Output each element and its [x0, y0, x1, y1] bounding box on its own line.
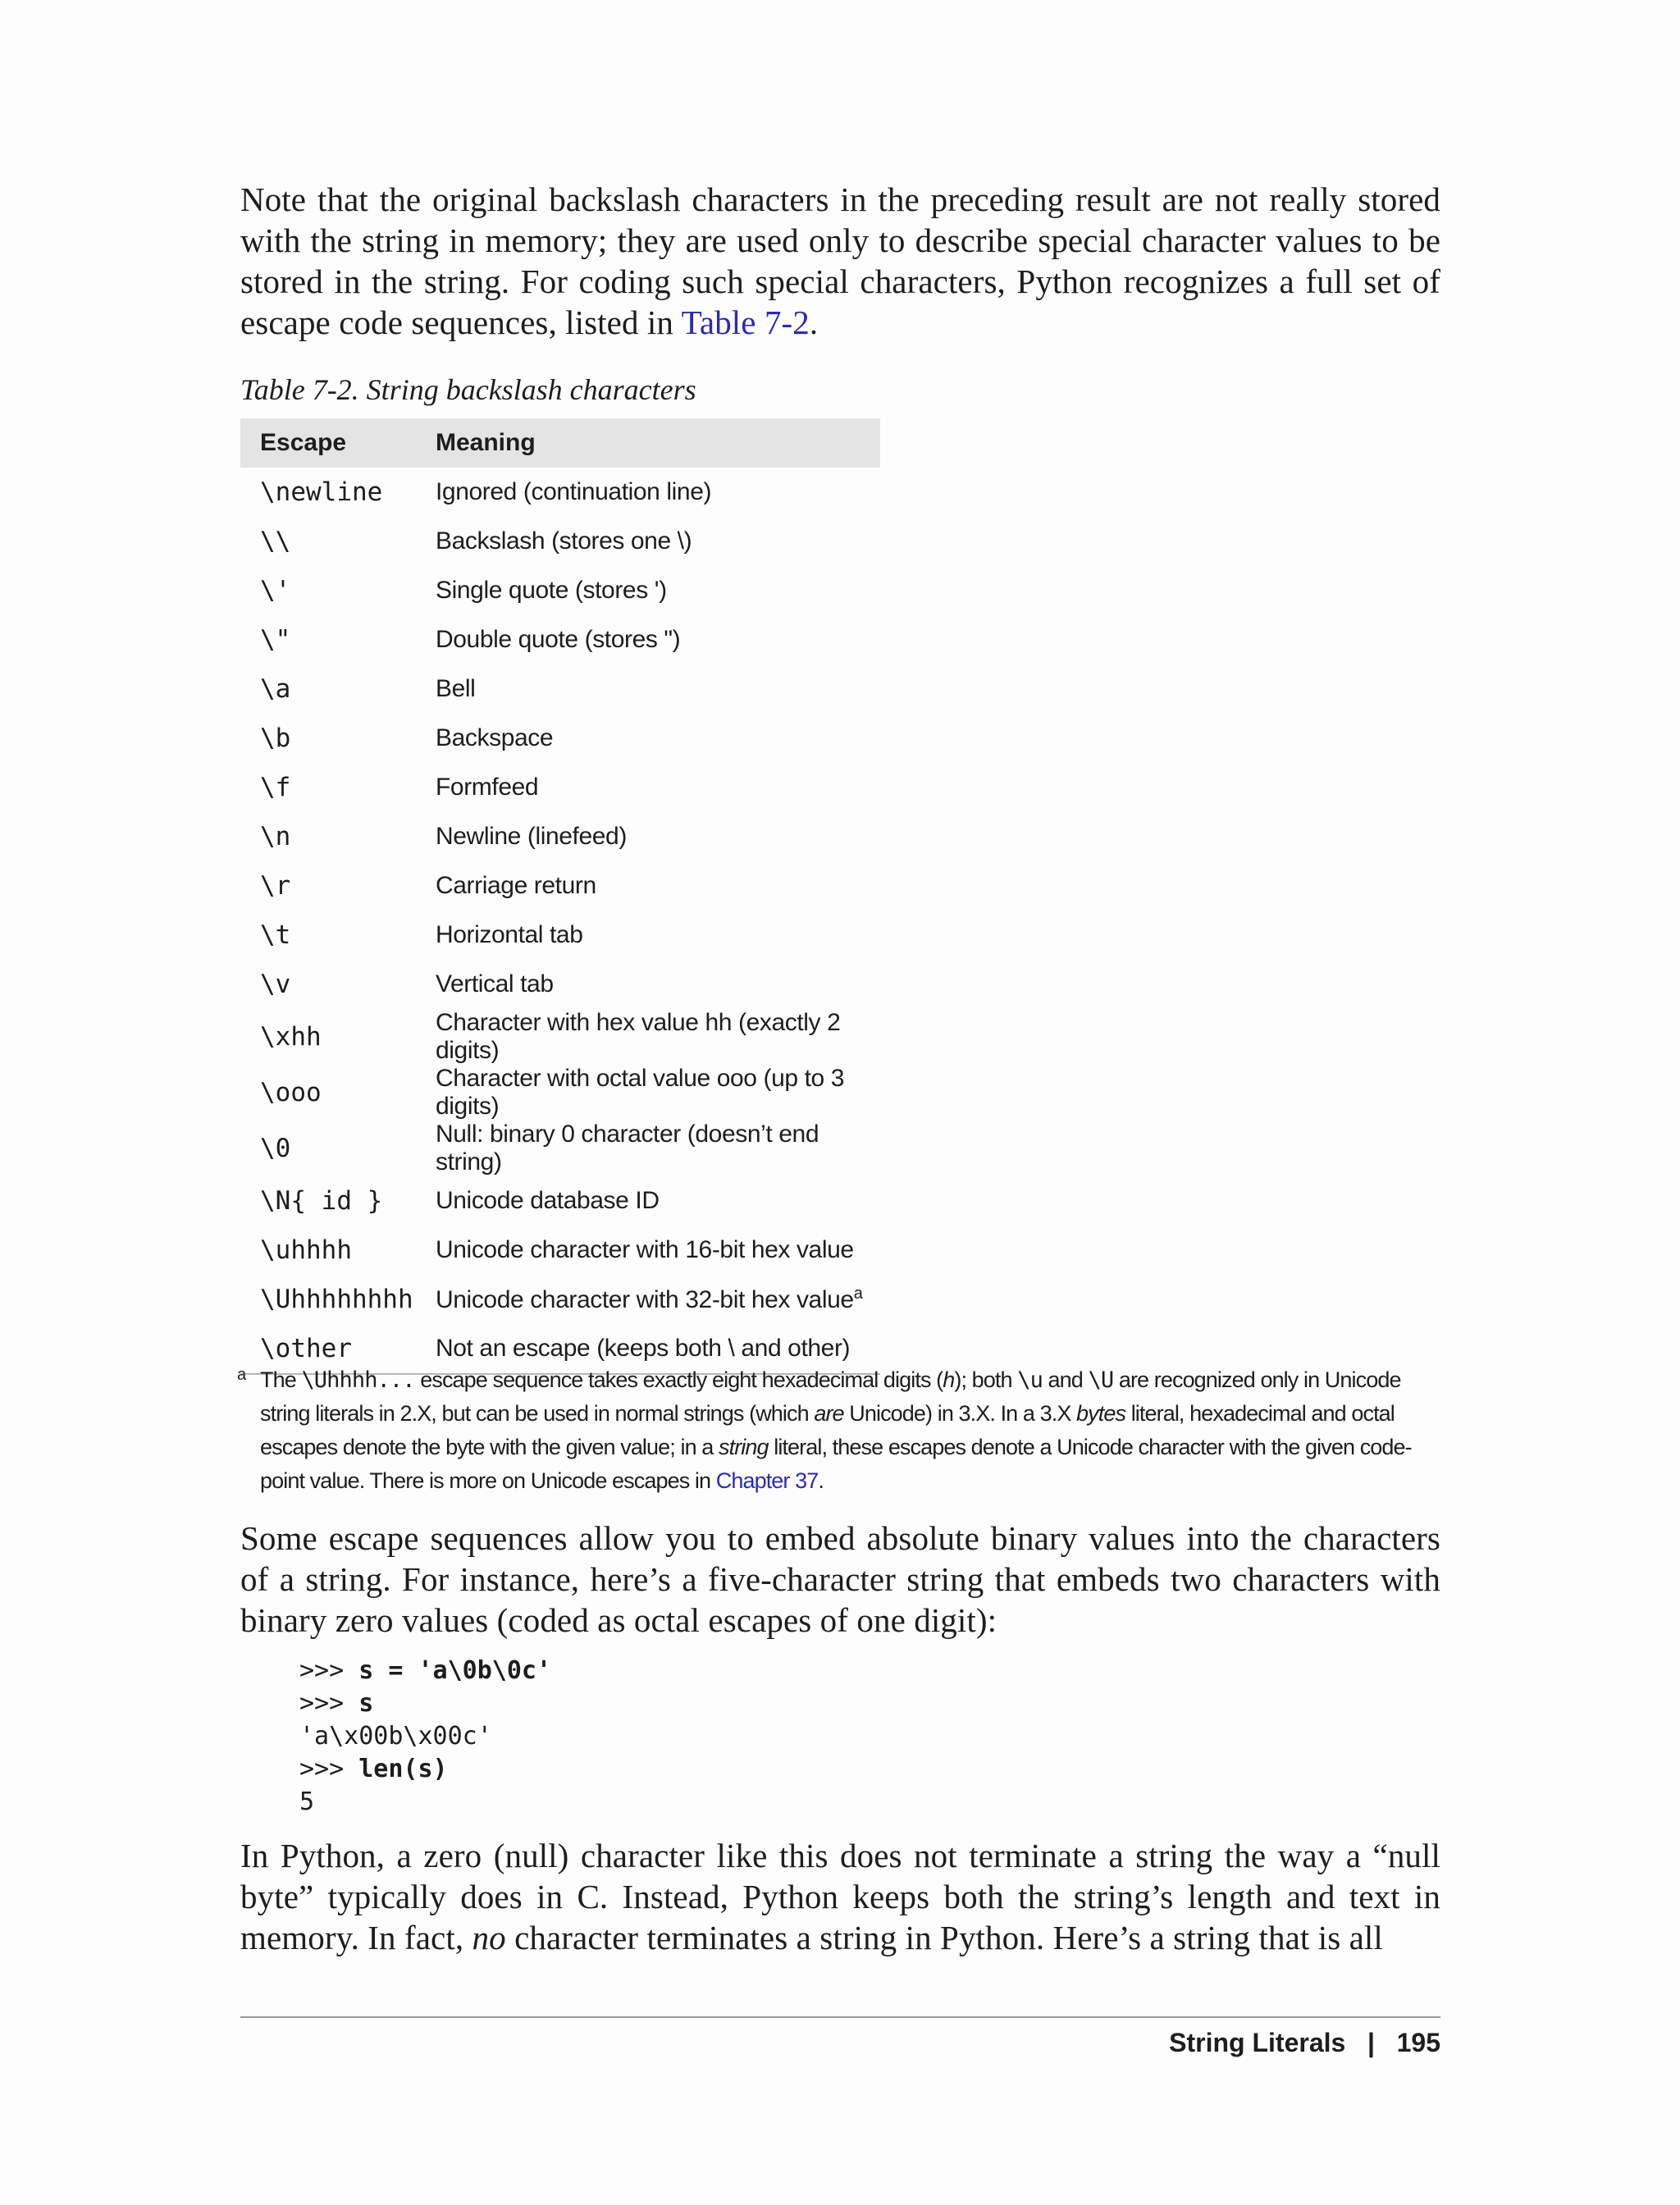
- meaning-text: Backslash (stores one \): [436, 527, 692, 555]
- escape-code: \Uhhhhhhhh: [260, 1285, 413, 1314]
- footnote-code: \Uhhhh...: [301, 1367, 415, 1393]
- footer-divider: [240, 2016, 1440, 2018]
- null-char-paragraph: [240, 1835, 1440, 1958]
- meaning-text: Vertical tab: [436, 970, 554, 998]
- footnote-italic: h: [943, 1367, 955, 1392]
- footer-separator: |: [1367, 2028, 1375, 2057]
- code-example: [299, 1655, 551, 1819]
- meaning-text: Carriage return: [436, 872, 596, 899]
- escape-meaning: [436, 517, 880, 566]
- meaning-text: Unicode character with 16-bit hex value: [436, 1236, 854, 1263]
- table-row: [240, 1275, 880, 1324]
- escape-meaning: [436, 1065, 880, 1121]
- meaning-text: Character with octal value ooo (up to 3 digits): [436, 1065, 845, 1120]
- escape-code: \t: [260, 920, 291, 950]
- escape-meaning: [436, 1275, 880, 1324]
- footnote-italic: string: [719, 1435, 769, 1459]
- escape-meaning: [436, 615, 880, 664]
- paragraph-text: character terminates a string in Python. Here’s a string that is all: [505, 1919, 1383, 1956]
- chapter-37-link[interactable]: Chapter 37: [715, 1468, 819, 1493]
- footnote-span: escape sequence takes exactly eight hexadecimal digits (: [414, 1367, 943, 1392]
- escape-code: \newline: [260, 477, 383, 507]
- footnote-span: .: [818, 1468, 824, 1493]
- escape-code: \f: [260, 773, 291, 802]
- meaning-text: Formfeed: [436, 774, 539, 801]
- meaning-text: Ignored (continuation line): [436, 478, 712, 505]
- table-row: [240, 1226, 880, 1275]
- escape-meaning: [436, 1176, 880, 1226]
- table-row: [240, 812, 880, 861]
- table-row: [240, 714, 880, 763]
- footnote-span: The: [260, 1367, 302, 1392]
- meaning-text: Double quote (stores "): [436, 626, 681, 653]
- escape-code: \0: [260, 1134, 291, 1163]
- table-row: [240, 566, 880, 615]
- escape-meaning: [436, 1009, 880, 1065]
- meaning-text: Character with hex value hh (exactly 2 digits): [436, 1009, 841, 1064]
- footnote-span: literal, these escapes denote a Unicode character with the given code-point value. There is more on Unicode escapes in: [260, 1435, 1412, 1493]
- meaning-text: Horizontal tab: [436, 921, 583, 948]
- escape-code: \b: [260, 724, 291, 753]
- footnote-italic: bytes: [1076, 1401, 1126, 1426]
- table-body: [240, 468, 880, 1374]
- footnote-reference[interactable]: a: [853, 1285, 863, 1303]
- escape-code: \v: [260, 970, 291, 999]
- page-number: 195: [1396, 2028, 1440, 2057]
- footnote-span: literal, hexadecimal and octal escapes denote the byte with the given value; in a: [260, 1401, 1395, 1459]
- footnote-code: \u: [1017, 1367, 1043, 1393]
- code-output: 5: [299, 1787, 315, 1816]
- code-prompt: >>>: [299, 1689, 359, 1718]
- table-row: [240, 517, 880, 566]
- escape-meaning: [436, 468, 880, 517]
- table-row: [240, 1121, 880, 1176]
- escape-meaning: [436, 911, 880, 960]
- table-row: [240, 911, 880, 960]
- intro-text: Note that the original backslash characters in the preceding result are not really stored with the string in memory; they are used only to describe special character values to be stored in the string. For coding such special characters, Python recognizes a full set of escape code sequences, listed in: [240, 180, 1440, 341]
- table-row: [240, 861, 880, 911]
- meaning-text: Unicode database ID: [436, 1187, 660, 1214]
- table-row: [240, 1009, 880, 1065]
- table-row: [240, 664, 880, 714]
- code-prompt: >>>: [299, 1656, 359, 1685]
- emphasis-no: no: [472, 1919, 506, 1956]
- escape-code: \": [260, 625, 291, 655]
- escape-code: \N{ id }: [260, 1186, 383, 1216]
- table-row: [240, 615, 880, 664]
- footer-section-title: String Literals: [1169, 2028, 1346, 2057]
- footnote-span: Unicode) in 3.X. In a 3.X: [843, 1401, 1077, 1426]
- escape-code: \other: [240, 1324, 436, 1374]
- escape-code: \a: [260, 674, 291, 704]
- escape-code: \n: [260, 822, 291, 851]
- meaning-text: Backspace: [436, 724, 554, 751]
- escape-meaning: [436, 1121, 880, 1176]
- footnote-code: \U: [1088, 1367, 1114, 1393]
- code-output: 'a\x00b\x00c': [299, 1722, 492, 1751]
- paragraph-text: In Python, a zero (null) character like this does not terminate a string the way a “null byte” typically does in C. Instead, Python keeps both the string’s length and text in memory. In fact,: [240, 1837, 1440, 1956]
- table-row: [240, 1065, 880, 1121]
- escape-code: \ooo: [260, 1078, 322, 1107]
- code-input: s: [358, 1689, 374, 1718]
- code-prompt: >>>: [299, 1755, 359, 1783]
- intro-text-end: .: [809, 304, 819, 341]
- footnote-span: are recognized only in Unicode string literals in 2.X, but can be used in normal strings (which: [260, 1367, 1401, 1426]
- escape-meaning: [436, 763, 880, 812]
- table-row: [240, 763, 880, 812]
- intro-paragraph: [240, 179, 1440, 343]
- table-row: [240, 1176, 880, 1226]
- table-7-2-link[interactable]: Table 7-2: [681, 304, 810, 341]
- escape-code: \r: [260, 871, 291, 901]
- table-header-row: [240, 418, 880, 468]
- escape-meaning: [436, 714, 880, 763]
- code-input: s = 'a\0b\0c': [358, 1656, 552, 1685]
- escape-meaning: [436, 664, 880, 714]
- meaning-text: Single quote (stores '): [436, 577, 667, 604]
- escape-code: \uhhhh: [260, 1235, 352, 1265]
- meaning-text: Bell: [436, 675, 476, 702]
- escape-table: [240, 418, 880, 1375]
- footnote-italic: are: [814, 1401, 844, 1426]
- escape-meaning: [436, 861, 880, 911]
- meaning-text: Not an escape (keeps both \ and other): [436, 1335, 851, 1362]
- escape-meaning: [436, 812, 880, 861]
- footnote-marker: a: [237, 1366, 246, 1384]
- footnote-text: [260, 1363, 1440, 1498]
- code-input: len(s): [358, 1755, 448, 1783]
- footnote-span: ); both: [954, 1367, 1018, 1392]
- escape-meaning: [436, 1226, 880, 1275]
- escape-meaning: [436, 566, 880, 615]
- escape-binary-paragraph: Some escape sequences allow you to embed absolute binary values into the characters of a string. For instance, here’s a five-character string that embeds two characters with binary zero values (coded as octal escapes of one digit):: [240, 1519, 1440, 1639]
- meaning-text: Unicode character with 32-bit hex value: [436, 1286, 854, 1313]
- meaning-text: Newline (linefeed): [436, 823, 627, 850]
- page-footer: [1169, 2026, 1440, 2059]
- footnote-span: and: [1042, 1367, 1089, 1392]
- table-caption: Table 7-2. String backslash characters: [240, 373, 696, 406]
- header-escape: Escape: [240, 418, 436, 468]
- escape-code: \xhh: [260, 1022, 322, 1052]
- table-row: [240, 960, 880, 1009]
- meaning-text: Null: binary 0 character (doesn’t end string): [436, 1121, 819, 1176]
- escape-code: \\: [260, 527, 291, 556]
- footnote: [237, 1363, 1440, 1498]
- table-row: [240, 468, 880, 517]
- escape-code: \': [260, 576, 291, 605]
- header-meaning: Meaning: [436, 418, 880, 468]
- escape-meaning: [436, 960, 880, 1009]
